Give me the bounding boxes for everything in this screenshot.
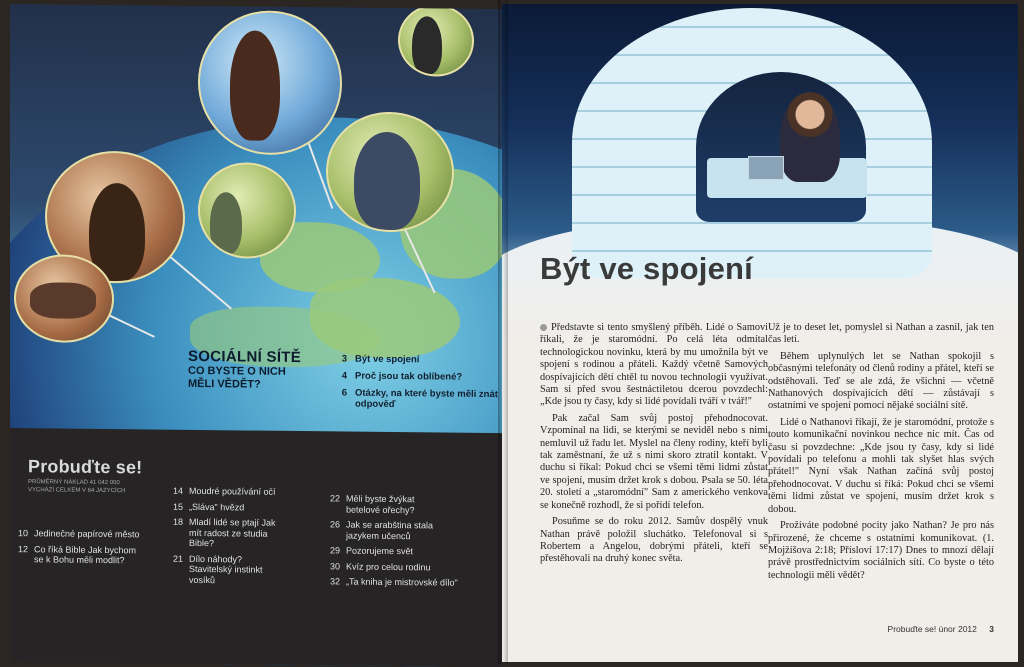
toc-page-number: 32 — [329, 576, 340, 587]
feature-toc — [337, 353, 502, 417]
person-silhouette — [230, 30, 280, 141]
toc-entry[interactable] — [10, 528, 170, 540]
contents-panel — [10, 428, 502, 667]
person-silhouette — [210, 192, 242, 254]
bullet-icon — [540, 324, 547, 331]
article-column-1 — [540, 322, 768, 570]
toc-entry[interactable] — [322, 519, 492, 542]
toc-label: Otázky, na které byste měli znát odpověď — [355, 387, 498, 411]
toc-page-number: 14 — [172, 485, 183, 496]
photo-bubble-young-man-phone — [326, 111, 454, 232]
languages-line: VYCHÁZÍ CELKEM V 84 JAZYCÍCH — [28, 487, 126, 495]
toc-label: „Ta kniha je mistrovské dílo" — [346, 576, 458, 588]
article-paragraph: Posuňme se do roku 2012. Samův dospělý vnuk Nathan právě položil sluchátko. Telefonoval si s Robertem a Angelou, dobrými přáteli, kteří se přestěhovali na druhý konec světa. — [540, 516, 768, 565]
igloo-illustration — [572, 8, 932, 278]
toc-label: Jedinečné papírové město — [34, 528, 140, 540]
toc-entry[interactable] — [165, 486, 315, 498]
person-silhouette — [30, 282, 96, 319]
toc-page-number: 21 — [172, 553, 183, 564]
toc-column-3 — [322, 493, 492, 593]
toc-label: Kvíz pro celou rodinu — [346, 561, 431, 572]
cover-subtitle: CO BYSTE O NICH MĚLI VĚDĚT? — [188, 364, 286, 391]
toc-label: Být ve spojení — [355, 353, 420, 366]
photo-bubble-reclining-person — [14, 254, 114, 343]
article-heading: Být ve spojení — [540, 251, 753, 286]
cover-heading — [188, 348, 308, 392]
toc-entry[interactable] — [322, 545, 492, 557]
article-column-2 — [768, 322, 994, 586]
paragraph-text: Představte si tento smyšlený příběh. Lidé o Samovi říkali, že je staromódní. Po celá léta odmítal technologickou novinku, která by mu umožnila být ve spojení s rodinou a přáteli. Každý včetně Samových dospívajících dětí chtěl tu novou technologii využívat. Sam si před svou šestnáctiletou dcerou povzdechl: „Kde jsou ty časy, kdy si lidé povídali tváří v tvář!" — [540, 322, 768, 408]
toc-label: Dílo náhody? Stavitelský instinkt vosíků — [189, 553, 263, 585]
toc-column-2 — [165, 486, 315, 592]
toc-page-number: 22 — [329, 493, 340, 504]
toc-page-number: 18 — [172, 516, 183, 527]
toc-label: Měli byste žvýkat betelové ořechy? — [346, 493, 415, 515]
laptop-icon — [748, 156, 784, 180]
footer-issue: Probuďte se! únor 2012 — [887, 624, 977, 634]
magazine-brand: Probuďte se! — [28, 456, 143, 478]
circulation-line: PRŮMĚRNÝ NÁKLAD 41 042 000 — [28, 479, 120, 487]
toc-page-number: 3 — [341, 353, 347, 365]
toc-page-number: 26 — [329, 519, 340, 530]
toc-entry[interactable] — [322, 576, 492, 588]
article-paragraph — [540, 322, 768, 409]
photo-bubble-man-computer — [198, 162, 296, 259]
toc-label: Proč jsou tak oblíbené? — [355, 370, 463, 383]
toc-entry[interactable] — [165, 517, 315, 550]
toc-column-1 — [10, 528, 170, 571]
toc-entry[interactable] — [337, 387, 502, 411]
toc-label: Pozorujeme svět — [346, 545, 414, 557]
page-footer — [888, 624, 994, 634]
page-number: 3 — [989, 624, 994, 634]
article-paragraph: Prožíváte podobné pocity jako Nathan? Je pro nás přirozené, že chceme s ostatními komunikovat. (1. Mojžíšova 2:18; Přísloví 17:17) Dnes to mnozí dělají právě prostřednictvím sociálních sítí. Co byste o této technologii měli vědět? — [768, 520, 994, 581]
toc-entry[interactable] — [322, 493, 492, 516]
brand-circulation — [28, 478, 168, 495]
toc-label: Moudré používání očí — [189, 485, 276, 497]
cover-title: SOCIÁLNÍ SÍTĚ — [188, 347, 302, 367]
toc-page-number: 12 — [17, 543, 28, 554]
person-in-igloo — [780, 92, 840, 182]
toc-page-number: 4 — [341, 370, 347, 382]
toc-entry[interactable] — [337, 353, 502, 366]
toc-page-number: 30 — [329, 560, 340, 571]
article-paragraph: Lidé o Nathanovi říkají, že je staromódní, protože s touto komunikační novinkou nechce nic mít. Čas od času si povzdechne: „Kde jsou ty časy, kdy si lidé povídali po telefonu a mohli tak slyšet hlas svých přátel!" Nyní však Nathan začíná svůj postoj přehodnocovat. V duchu si říká: Pokud chci se všemi těmi lidmi zůstat ve spojení, musím držet krok s dobou. — [768, 416, 994, 515]
right-page — [502, 4, 1018, 662]
photo-bubble-man-tablet — [398, 4, 474, 77]
toc-page-number: 29 — [329, 545, 340, 556]
toc-entry[interactable] — [322, 561, 492, 573]
book-gutter — [498, 0, 508, 664]
toc-label: Mladí lidé se ptají Jak mít radost ze studia Bible? — [189, 516, 276, 549]
toc-page-number: 6 — [341, 387, 347, 399]
article-paragraph: Pak začal Sam svůj postoj přehodnocovat. Vzpomínal na lidi, se kterými se neviděl nebo s nimi nemluvil už řadu let. Myslel na členy rodiny, kteří byli tak zaměstnaní, že už s nimi skoro ztratil kontakt. V duchu si říkal: Pokud chci se všemi těmi lidmi zůstat ve spojení, musím držet krok s dobou. Psala se 50. léta 20. století a „staromódní" Sam z amerického venkova se konečně rozhodl, že si pořídí telefon. — [540, 412, 768, 511]
article-paragraph: Už je to deset let, pomyslel si Nathan a zasnil, jak ten čas letí. — [768, 322, 994, 346]
toc-entry[interactable] — [165, 553, 315, 586]
toc-entry[interactable] — [337, 370, 502, 383]
toc-label: Co říká Bible Jak bychom se k Bohu měli modlit? — [34, 543, 137, 566]
person-silhouette — [354, 132, 420, 231]
toc-entry[interactable] — [165, 501, 315, 513]
toc-label: Jak se arabština stala jazykem učenců — [346, 519, 434, 541]
toc-label: „Sláva" hvězd — [189, 501, 245, 512]
toc-entry[interactable] — [10, 544, 170, 567]
photo-bubble-woman-laptop — [198, 10, 342, 156]
toc-page-number: 15 — [172, 501, 183, 512]
article-paragraph: Během uplynulých let se Nathan spokojil s občasnými telefonáty od členů rodiny a přátel, kteří se odstěhovali. Teď se ale zdá, že všichni — včetně Nathanových dospívajících dětí — zůstávají s ostatními ve spojení pomocí nějaké sociální sítě. — [768, 350, 994, 412]
toc-page-number: 10 — [17, 528, 28, 539]
left-page — [10, 4, 502, 667]
person-silhouette — [412, 16, 442, 74]
